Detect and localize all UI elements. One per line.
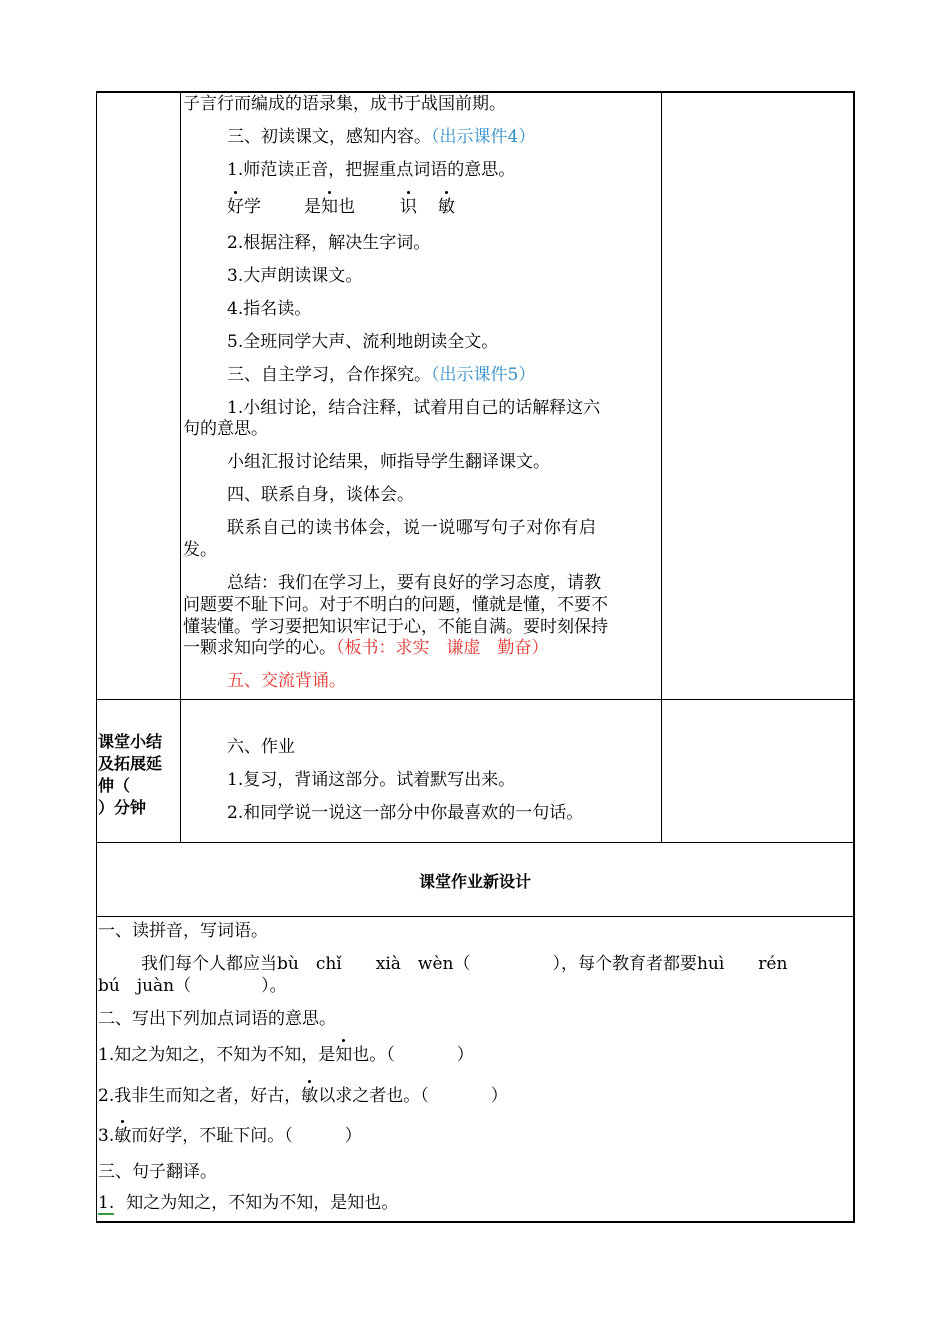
table-border-right [853,91,855,1223]
item-text: 2.我非生而知之者，好古， [98,1086,302,1106]
item-text: ） [344,1126,362,1146]
process-step-heading [227,126,535,148]
pinyin-text: ）。 [261,976,287,996]
process-line [183,637,549,659]
courseware-note: （出示课件5） [431,365,536,385]
dotted-character: 敏 [114,1126,132,1146]
summary-row-label [98,731,162,819]
question-title: 二、写出下列加点词语的意思。 [98,1009,336,1029]
item-text: 而好学，不耻下问。（ [131,1126,293,1146]
process-line: 2.根据注释，解决生字词。 [227,233,431,253]
process-line: 问题要不耻下问。对于不明白的问题，懂就是懂，不要不 [183,595,608,615]
table-border-bottom [96,1221,855,1223]
item-text: ） [490,1086,508,1106]
item-text: 3. [98,1126,115,1146]
item-text: 也。（ [352,1045,395,1065]
process-step-heading: 五、交流背诵。 [227,671,346,691]
question-title: 三、句子翻译。 [98,1162,217,1182]
row-divider-1 [96,699,855,700]
homework-heading: 六、作业 [227,737,295,757]
process-line: 懂装懂。学习要把知识牢记于心，不能自满。要时刻保持 [183,617,608,637]
pinyin-text: ），每个教育者都要huì rén [552,954,788,974]
label-line: 伸（ [98,776,131,795]
character: 学 [244,197,261,217]
item-text: 以求之者也。（ [318,1086,429,1106]
dotted-character: 敏 [438,197,455,217]
process-line: 4.指名读。 [227,299,312,319]
homework-item: 2.和同学说一说这一部分中你最喜欢的一句话。 [227,803,584,823]
summary-end-text: 一颗求知向学的心。 [183,638,336,658]
label-line: ）分钟 [98,798,147,817]
column-divider-1 [180,91,181,843]
row-divider-3 [96,916,855,917]
process-line: 联系自己的读书体会，说一说哪写句子对你有启 [227,518,597,538]
process-line: 3.大声朗读课文。 [227,266,363,286]
character: 也 [338,197,355,217]
process-line: 1.师范读正音，把握重点词语的意思。 [227,160,516,180]
step-text: 三、自主学习，合作探究。 [227,365,431,385]
row-divider-2 [96,842,855,843]
question-item [98,1044,474,1066]
dotted-character: 好 [227,197,244,217]
process-line: 5.全班同学大声、流利地朗读全文。 [227,332,499,352]
item-text: 1.知之为知之，不知为不知，是 [98,1045,336,1065]
dotted-character: 知 [321,197,338,217]
key-words-row [438,196,455,218]
section-title: 课堂作业新设计 [418,872,531,891]
dotted-character: 知 [335,1045,353,1065]
question-item [98,1085,508,1107]
character: 是 [304,197,321,217]
dotted-character: 识 [400,197,417,217]
key-words-row [304,196,355,218]
item-number: 1. [98,1193,115,1213]
process-line: 总结：我们在学习上，要有良好的学习态度，请教 [227,573,601,593]
process-line: 句的意思。 [183,419,268,439]
process-line: 四、联系自身，谈体会。 [227,485,414,505]
process-line: 发。 [183,540,217,560]
question-line [141,953,787,975]
question-title: 一、读拼音，写词语。 [98,921,268,941]
pinyin-text: 我们每个人都应当bù chǐ xià wèn（ [141,954,471,974]
item-text: ） [456,1045,474,1065]
label-line: 课堂小结 [98,732,163,751]
process-line: 子言行而编成的语录集，成书于战国前期。 [183,94,506,114]
board-note: （板书：求实 谦虚 勤奋） [336,638,549,658]
key-words-row [400,196,417,218]
process-line: 1.小组讨论，结合注释，试着用自己的话解释这六 [227,398,601,418]
question-item [98,1125,362,1147]
pinyin-text: bú juàn（ [98,976,192,996]
process-line: 小组汇报讨论结果，师指导学生翻译课文。 [227,452,550,472]
homework-item: 1.复习，背诵这部分。试着默写出来。 [227,770,516,790]
courseware-note: （出示课件4） [431,127,536,147]
process-step-heading [227,364,535,386]
dotted-character: 敏 [301,1086,319,1106]
column-divider-2 [661,91,662,843]
item-text: 知之为知之，不知为不知，是知也。 [126,1193,399,1213]
key-words-row [227,196,261,218]
question-item [98,1192,398,1214]
label-line: 及拓展延 [98,754,163,773]
table-border-left [96,91,97,1223]
question-line [98,975,287,997]
step-text: 三、初读课文，感知内容。 [227,127,431,147]
